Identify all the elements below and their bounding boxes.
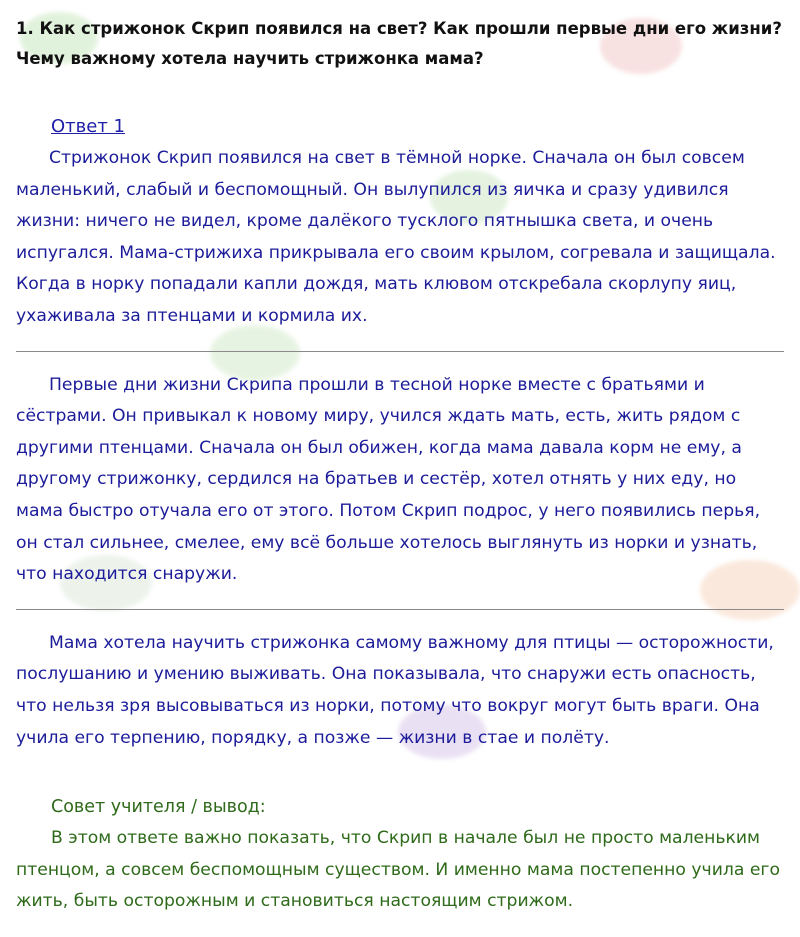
advice-title: Совет учителя / вывод:: [51, 797, 266, 818]
document-content: [16, 14, 784, 918]
answer-title: Ответ 1: [51, 116, 125, 137]
question-text: 1. Как стрижонок Скрип появился на свет? Как прошли первые дни его жизни? Чему важному хотела научить стрижонка мама?: [16, 19, 782, 68]
advice-text: В этом ответе важно показать, что Скрип в начале был не просто маленьким птенцом, а совсем беспомощным существом. И именно мама постепенно учила его жить, быть осторожным и становиться настоящим стрижом.: [16, 828, 780, 912]
answer-paragraph-1: Стрижонок Скрип появился на свет в тёмной норке. Сначала он был совсем маленький, слабый и беспомощный. Он вылупился из яичка и сразу удивился жизни: ничего не видел, кроме далёкого тусклого пятнышка света, и очень испугался. Мама-стрижиха прикрывала его своим крылом, согревала и защищала. Когда в норку попадали капли дождя, мать клювом отскребала скорлупу яиц, ухаживала за птенцами и кормила их.: [16, 148, 776, 326]
divider: [16, 609, 784, 610]
answer-paragraph-3: Мама хотела научить стрижонка самому важному для птицы — осторожности, послушанию и умению выживать. Она показывала, что снаружи есть опасность, что нельзя зря высовываться из норки, потому что вокруг могут быть враги. Она учила его терпению, порядку, а позже — жизни в стае и полёту.: [16, 632, 774, 748]
answer-paragraph-2: Первые дни жизни Скрипа прошли в тесной норке вместе с братьями и сёстрами. Он привыкал к новому миру, учился ждать мать, есть, жить рядом с другими птенцами. Сначала он был обижен, когда мама давала корм не ему, а другому стрижонку, сердился на братьев и сестёр, хотел отнять у них еду, но мама быстро отучала его от этого. Потом Скрип подрос, у него появились перья, он стал сильнее, смелее, ему всё больше хотелось выглянуть из норки и узнать, что находится снаружи.: [16, 374, 761, 585]
divider: [16, 351, 784, 352]
